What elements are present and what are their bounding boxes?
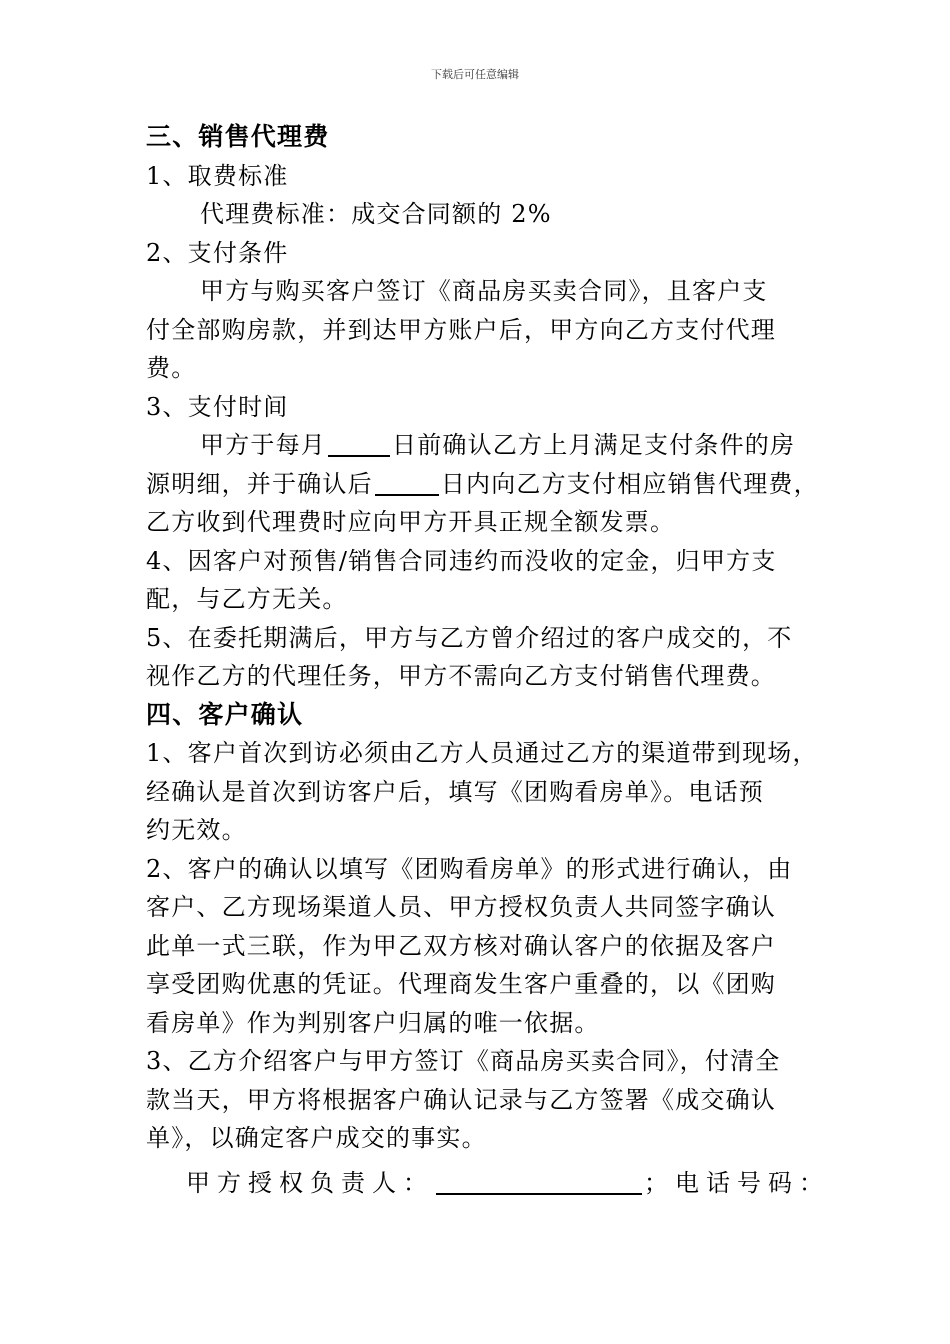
paragraph-line: 5、在委托期满后，甲方与乙方曾介绍过的客户成交的，不 xyxy=(146,623,793,652)
paragraph-line: 客户、乙方现场渠道人员、甲方授权负责人共同签字确认 xyxy=(146,893,776,921)
section-3-title: 三、销售代理费 xyxy=(146,122,330,151)
fee-standard-title: 1、取费标准 xyxy=(146,161,289,190)
paragraph-line: 款当天，甲方将根据客户确认记录与乙方签署《成交确认 xyxy=(146,1085,776,1114)
fill-in-blank[interactable] xyxy=(328,431,390,457)
page-header: 下载后可任意编辑 xyxy=(431,68,519,81)
paragraph-line: 3、乙方介绍客户与甲方签订《商品房买卖合同》，付清全 xyxy=(146,1047,781,1075)
text-segment: 甲方于每月 xyxy=(200,431,326,459)
paragraph-line: 约无效。 xyxy=(146,816,247,844)
paragraph-line: 1、客户首次到访必须由乙方人员通过乙方的渠道带到现场， xyxy=(146,739,818,767)
payment-time-title: 3、支付时间 xyxy=(146,392,289,421)
paragraph-line: 费。 xyxy=(146,354,197,382)
fee-standard-body: 代理费标准：成交合同额的 2% xyxy=(200,200,552,228)
phone-label: 电话号码： xyxy=(675,1169,830,1197)
payment-conditions-title: 2、支付条件 xyxy=(146,238,289,267)
paragraph-line: 单》，以确定客户成交的事实。 xyxy=(146,1124,487,1152)
paragraph-line: 配，与乙方无关。 xyxy=(146,585,348,613)
signature-line xyxy=(186,1163,830,1198)
signature-separator: ； xyxy=(644,1169,675,1197)
paragraph-line: 4、因客户对预售/销售合同违约而没收的定金，归甲方支 xyxy=(146,546,777,575)
text-segment: 源明细，并于确认后 xyxy=(146,469,373,498)
text-segment: 日内向乙方支付相应销售代理费， xyxy=(440,469,819,498)
paragraph-line: 甲方与购买客户签订《商品房买卖合同》，且客户支 xyxy=(200,277,768,305)
paragraph-line: 乙方收到代理费时应向甲方开具正规全额发票。 xyxy=(146,508,676,536)
paragraph-line xyxy=(146,465,819,504)
signature-blank[interactable] xyxy=(436,1169,642,1195)
paragraph-line: 付全部购房款，并到达甲方账户后，甲方向乙方支付代理 xyxy=(146,315,776,344)
signature-label: 甲方授权负责人： xyxy=(186,1169,434,1197)
paragraph-line: 经确认是首次到访客户后，填写《团购看房单》。电话预 xyxy=(146,777,764,806)
fill-in-blank[interactable] xyxy=(375,470,439,496)
paragraph-line: 此单一式三联，作为甲乙双方核对确认客户的依据及客户 xyxy=(146,931,776,960)
text-segment: 日前确认乙方上月满足支付条件的房 xyxy=(392,431,796,459)
paragraph-line: 2、客户的确认以填写《团购看房单》的形式进行确认，由 xyxy=(146,854,793,883)
section-4-title: 四、客户确认 xyxy=(146,699,304,729)
paragraph-line: 享受团购优惠的凭证。代理商发生客户重叠的，以《团购 xyxy=(146,970,776,998)
paragraph-line: 看房单》作为判别客户归属的唯一依据。 xyxy=(146,1008,600,1037)
paragraph-line xyxy=(146,426,806,465)
paragraph-line: 视作乙方的代理任务，甲方不需向乙方支付销售代理费。 xyxy=(146,662,776,690)
document-body xyxy=(146,118,819,1158)
